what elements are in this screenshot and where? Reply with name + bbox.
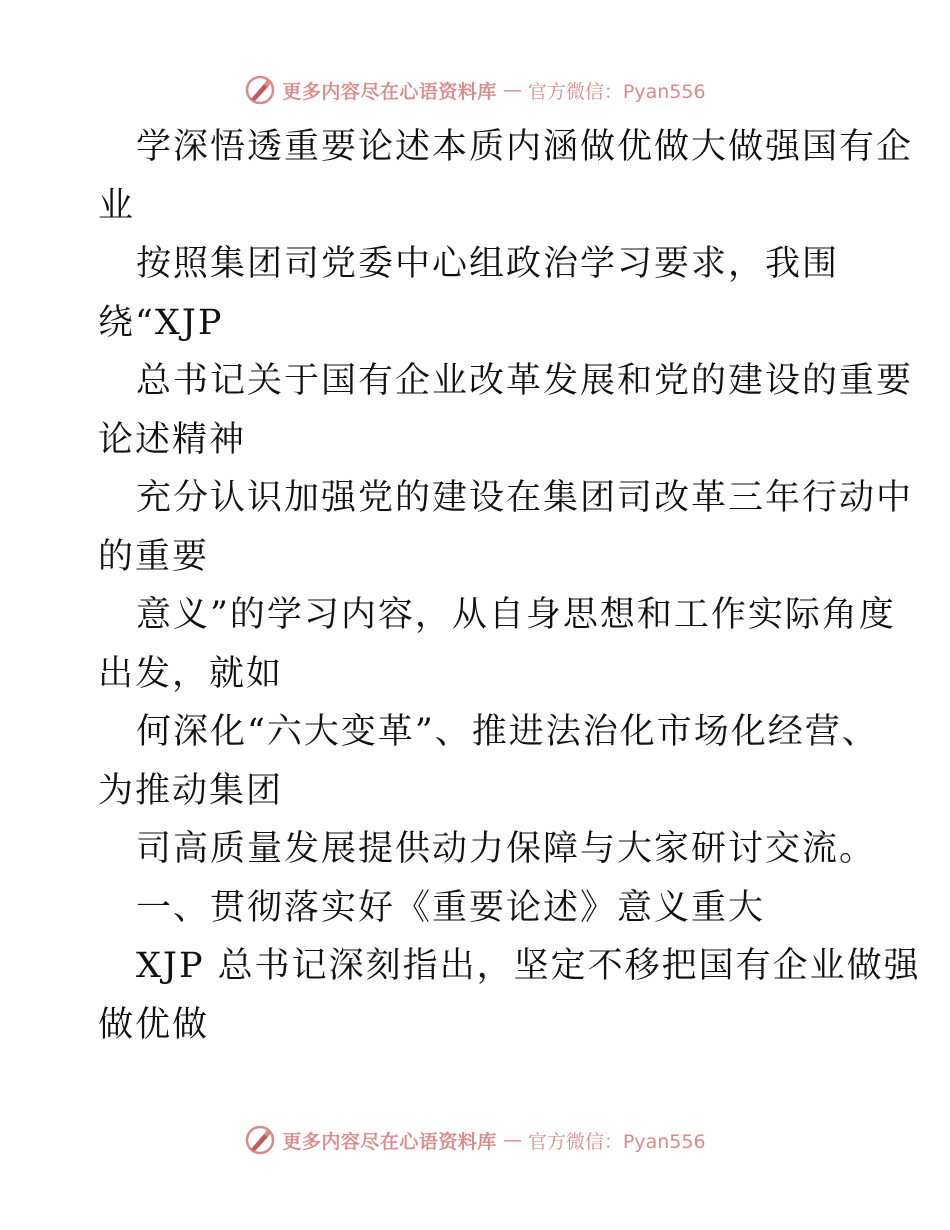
text-line: 充分认识加强党的建设在集团司改革三年行动中 xyxy=(136,478,914,518)
text-line: 做优做 xyxy=(98,1004,210,1045)
text-line: 业 xyxy=(98,185,136,226)
footer-watermark xyxy=(0,1120,950,1160)
text-line: 总书记关于国有企业改革发展和党的建设的重要 xyxy=(136,361,914,401)
text-line: 司高质量发展提供动力保障与大家研讨交流。 xyxy=(136,829,877,869)
text-line: XJP 总书记深刻指出，坚定不移把国有企业做强 xyxy=(136,946,921,986)
text-line: 何深化“六大变革”、推进法治化市场化经营、 xyxy=(136,712,879,752)
text-line: 论述精神 xyxy=(98,419,247,460)
text-line: 出发，就如 xyxy=(98,653,284,694)
watermark-text: 更多内容尽在心语资料库 xyxy=(282,1130,497,1153)
text-line: 的重要 xyxy=(98,536,210,577)
header-watermark xyxy=(0,70,950,110)
watermark-separator: — xyxy=(502,79,522,101)
text-line: 意义”的学习内容，从自身思想和工作实际角度 xyxy=(136,595,896,635)
text-line: 为推动集团 xyxy=(98,770,284,811)
watermark-text: 更多内容尽在心语资料库 xyxy=(282,80,497,103)
pen-logo-icon xyxy=(244,74,276,106)
pen-logo-icon xyxy=(244,1124,276,1156)
watermark-wechat: 官方微信：Pyan556 xyxy=(527,1130,706,1153)
watermark-wechat: 官方微信：Pyan556 xyxy=(527,80,706,103)
watermark-separator: — xyxy=(502,1129,522,1151)
text-line: 学深悟透重要论述本质内涵做优做大做强国有企 xyxy=(136,127,914,167)
text-line: 绕“XJP xyxy=(98,302,224,343)
text-line: 一、贯彻落实好《重要论述》意义重大 xyxy=(136,887,766,928)
document-body xyxy=(98,118,921,1054)
text-line: 按照集团司党委中心组政治学习要求，我围 xyxy=(136,244,840,284)
